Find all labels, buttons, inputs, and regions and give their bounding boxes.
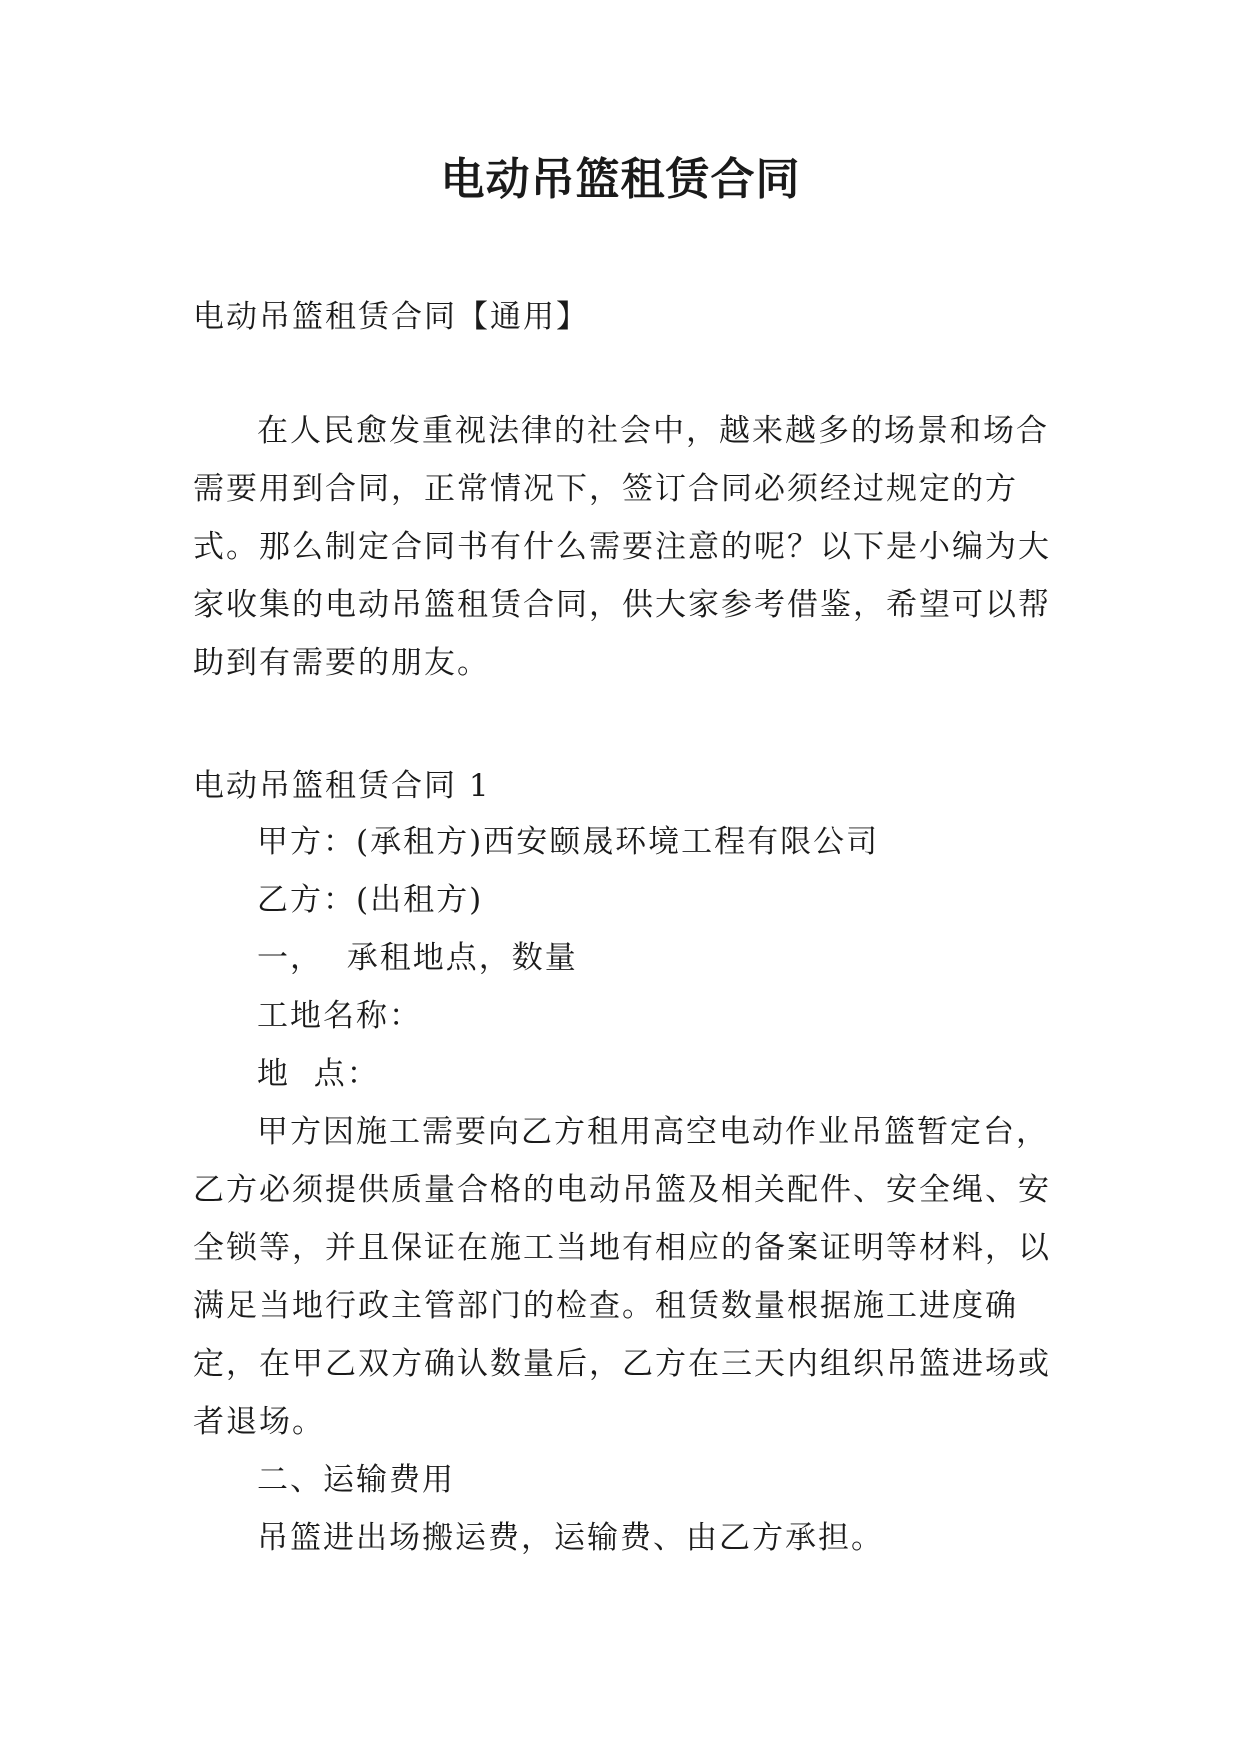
clause-1-body: 甲方因施工需要向乙方租用高空电动作业吊篮暂定台，乙方必须提供质量合格的电动吊篮及相关配件、安全绳、安全锁等，并且保证在施工当地有相应的备案证明等材料，以满足当地行政主管部门的检查。租赁数量根据施工进度确定，在甲乙双方确认数量后，乙方在三天内组织吊篮进场或者退场。 <box>193 1114 1051 1440</box>
document-subtitle: 电动吊篮租赁合同【通用】 <box>193 299 589 335</box>
clause-2-body: 吊篮进出场搬运费，运输费、由乙方承担。 <box>257 1520 884 1556</box>
party-b-line: 乙方：(出租方) <box>257 882 484 918</box>
contract-parties-block <box>257 813 1057 1103</box>
intro-paragraph: 在人民愈发重视法律的社会中，越来越多的场景和场合需要用到合同，正常情况下，签订合同必须经过规定的方式。那么制定合同书有什么需要注意的呢？以下是小编为大家收集的电动吊篮租赁合同，供大家参考借鉴，希望可以帮助到有需要的朋友。 <box>193 413 1051 681</box>
party-a-line: 甲方：(承租方)西安颐晟环境工程有限公司 <box>257 824 880 860</box>
clause-2-heading: 二、运输费用 <box>257 1462 455 1498</box>
site-name-line: 工地名称： <box>257 998 422 1034</box>
clause-2-block <box>257 1451 1057 1567</box>
section-title: 电动吊篮租赁合同 1 <box>193 768 491 804</box>
clause-1-heading: 一， 承租地点，数量 <box>257 940 578 976</box>
location-line: 地 点： <box>257 1056 380 1092</box>
document-title: 电动吊篮租赁合同 <box>440 154 801 205</box>
